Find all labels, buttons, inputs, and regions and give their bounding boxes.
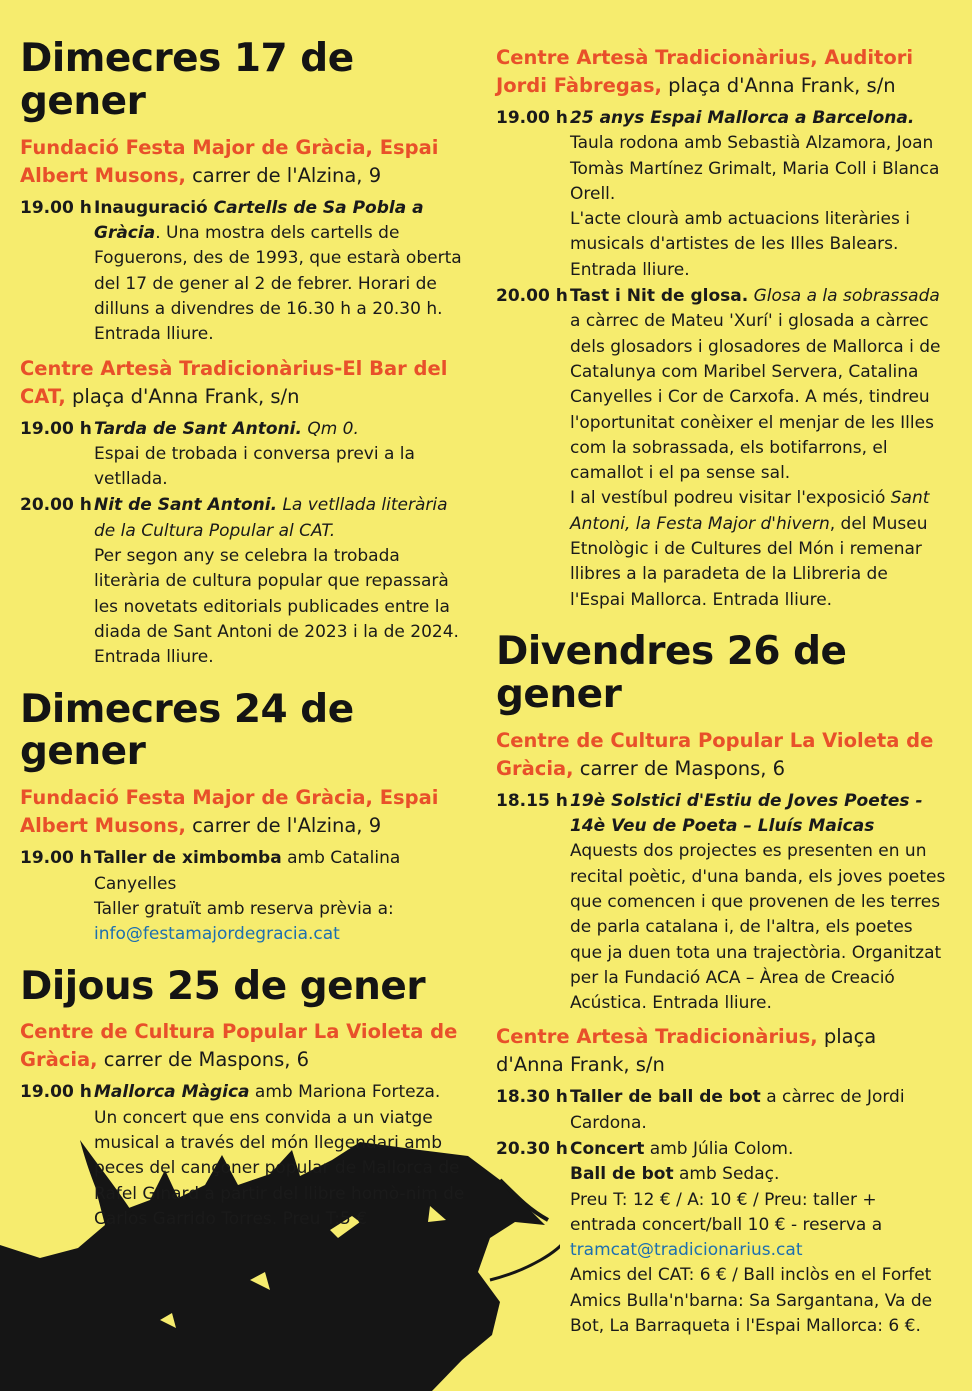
event-title: 25 anys Espai Mallorca a Barcelona. (570, 108, 915, 128)
venue-name: Centre de Cultura Popular La Violeta de Gràcia, (20, 1020, 458, 1072)
event-body (94, 196, 470, 348)
venue-name: Centre Artesà Tradicionàrius, Auditori Jordi Fàbregas, (496, 46, 914, 97)
event-body (570, 106, 946, 283)
event-body (570, 1085, 946, 1136)
event-title: Concert (570, 1138, 645, 1159)
venue-header (20, 784, 470, 840)
event-description: Espai de trobada i conversa previ a la vetllada. (94, 443, 415, 490)
event-body (94, 846, 470, 947)
event-title: Taller de ximbomba (94, 848, 282, 869)
venue-name: Fundació Festa Major de Gràcia, Espai Albert Musons, (20, 786, 439, 838)
email-link[interactable]: info@festamajordegracia.cat (94, 924, 340, 945)
event-time: 19.00 h (496, 108, 568, 128)
event-body (94, 493, 470, 670)
venue-address: plaça d'Anna Frank, s/n (661, 74, 896, 97)
event-item (20, 417, 470, 493)
venue-header (20, 134, 470, 190)
event-description: Preu T: 12 € / A: 10 € / Preu: taller + entrada concert/ball 10 € - reserva a (570, 1189, 883, 1235)
event-description: Taller gratuït amb reserva prèvia a: (94, 898, 394, 919)
venue-header (20, 1018, 470, 1074)
event-item (20, 196, 470, 348)
event-description: a càrrec de Mateu 'Xurí' i glosada a càrrec dels glosadors i glosadores de Mallorca i de Catalunya com Maribel Servera, Catalina Canyelles i Cor de Carxofa. A més, tindreu l'oportunitat conèixer el menjar de les Illes com la sobrassada, els botifarrons, el camallot i el pa sense sal. (570, 311, 941, 484)
event-title-second: Ball de bot (570, 1164, 674, 1185)
event-time: 19.00 h (20, 197, 92, 218)
venue-address: carrer de Maspons, 6 (97, 1048, 310, 1072)
event-description: I al vestíbul podreu visitar l'exposició (570, 488, 891, 509)
event-body (570, 789, 946, 1017)
event-item (20, 493, 470, 670)
venue-header (496, 1023, 946, 1079)
event-subtitle: Glosa a la sobrassada (748, 286, 940, 307)
event-item (496, 106, 946, 283)
event-item (496, 1137, 946, 1339)
event-description: Per segon any se celebra la trobada literària de cultura popular que repassarà les novetats editorials publicades entre la diada de Sant Antoni de 2023 i la de 2024. Entrada lliure. (94, 546, 459, 668)
event-description: Taula rodona amb Sebastià Alzamora, Joan Tomàs Martínez Grimalt, Maria Coll i Blanca Orell. (570, 133, 940, 204)
email-link[interactable]: tramcat@tradicionarius.cat (570, 1240, 803, 1261)
event-title: Inauguració (94, 197, 214, 218)
event-time: 18.30 h (496, 1087, 568, 1108)
event-title-italic: Cartells de Sa Pobla a Gràcia (94, 197, 424, 244)
venue-header (496, 727, 946, 783)
event-title-rest: a càrrec de Jordi Cardona. (570, 1087, 905, 1133)
venue-header (496, 44, 946, 100)
event-time: 20.00 h (496, 286, 568, 307)
venue-name: Fundació Festa Major de Gràcia, Espai Albert Musons, (20, 135, 439, 187)
event-description: Amics del CAT: 6 € / Ball inclòs en el Forfet Amics Bulla'n'barna: Sa Sargantana, Va de Bot, La Barraqueta i l'Espai Mallorca: 6 €. (570, 1265, 933, 1337)
event-time: 19.00 h (20, 418, 92, 439)
venue-name: Centre de Cultura Popular La Violeta de Gràcia, (496, 728, 934, 780)
venue-name: Centre Artesà Tradicionàrius, (496, 1025, 818, 1049)
event-description: L'acte clourà amb actuacions literàries i musicals d'artistes de les Illes Balears. Entrada lliure. (570, 209, 910, 280)
event-time: 18.15 h (496, 790, 568, 811)
event-title-rest: amb Mariona Forteza. (249, 1082, 441, 1103)
event-subtitle: Qm 0. (301, 418, 359, 439)
event-item (496, 284, 946, 613)
event-title: Tast i Nit de glosa. (570, 286, 749, 307)
event-title: 19è Solstici d'Estiu de Joves Poetes - 14è Veu de Poeta – Lluís Maicas (570, 790, 923, 837)
venue-address: carrer de Maspons, 6 (573, 756, 786, 780)
event-title: Tarda de Sant Antoni. (94, 418, 302, 439)
event-description: Un concert que ens convida a un viatge musical a través del món llegendari amb peces del cançoner popular de Mallorca de Rafel Ginard a partir del llibre homò-nim de Carlos Garrido Torres. Preu T:5 € (94, 1107, 465, 1229)
event-time: 19.00 h (20, 1082, 92, 1103)
event-title-rest: amb Júlia Colom. (644, 1138, 794, 1159)
day-heading: Dijous 25 de gener (20, 963, 426, 1009)
day-heading: Divendres 26 de gener (496, 628, 847, 717)
venue-name: Centre Artesà Tradicionàrius-El Bar del CAT, (20, 356, 448, 408)
event-title-rest: amb Catalina Canyelles (94, 848, 401, 894)
event-body (570, 284, 946, 613)
event-subtitle: La vetllada literària de la Cultura Popular al CAT. (94, 495, 448, 541)
event-title: Nit de Sant Antoni. (94, 495, 278, 516)
right-column (496, 44, 946, 1340)
event-description: Aquests dos projectes es presenten en un recital poètic, d'una banda, els joves poetes que comencen i que provenen de les terres de parla catalana i, de l'altra, els poetes que ja duen tota una trajectòria. Organitzat per la Fundació ACA – Àrea de Creació Acústica. Entrada lliure. (570, 841, 946, 1014)
event-item (20, 1080, 470, 1232)
event-body (94, 1080, 470, 1232)
day-heading: Dimecres 24 de gener (20, 686, 354, 775)
event-item (20, 846, 470, 947)
venue-address: plaça d'Anna Frank, s/n (65, 384, 300, 408)
event-item (496, 789, 946, 1017)
event-description: , del Museu Etnològic i de Cultures del Món i remenar llibres a la paradeta de la Llibreria de l'Espai Mallorca. Entrada lliure. (570, 513, 928, 610)
venue-header (20, 355, 470, 411)
venue-address: plaça d'Anna Frank, s/n (496, 1025, 877, 1077)
event-item (496, 1085, 946, 1136)
venue-address: carrer de l'Alzina, 9 (185, 814, 382, 838)
event-time: 20.00 h (20, 495, 92, 516)
event-title: Taller de ball de bot (570, 1087, 761, 1108)
left-column (20, 38, 470, 1233)
event-title: Mallorca Màgica (94, 1082, 250, 1103)
day-heading: Dimecres 17 de gener (20, 36, 354, 124)
exhibition-title: Sant Antoni, la Festa Major d'hivern (570, 488, 930, 534)
event-description: . Una mostra dels cartells de Foguerons, des de 1993, que estarà oberta del 17 de gener al 2 de febrer. Horari de dilluns a divendres de 16.30 h a 20.30 h. Entrada lliure. (94, 223, 462, 345)
event-body (570, 1137, 946, 1339)
venue-address: carrer de l'Alzina, 9 (185, 163, 382, 187)
event-time: 20.30 h (496, 1138, 568, 1159)
event-body (94, 417, 470, 493)
event-time: 19.00 h (20, 848, 92, 869)
event-title-rest: amb Sedaç. (673, 1164, 780, 1185)
